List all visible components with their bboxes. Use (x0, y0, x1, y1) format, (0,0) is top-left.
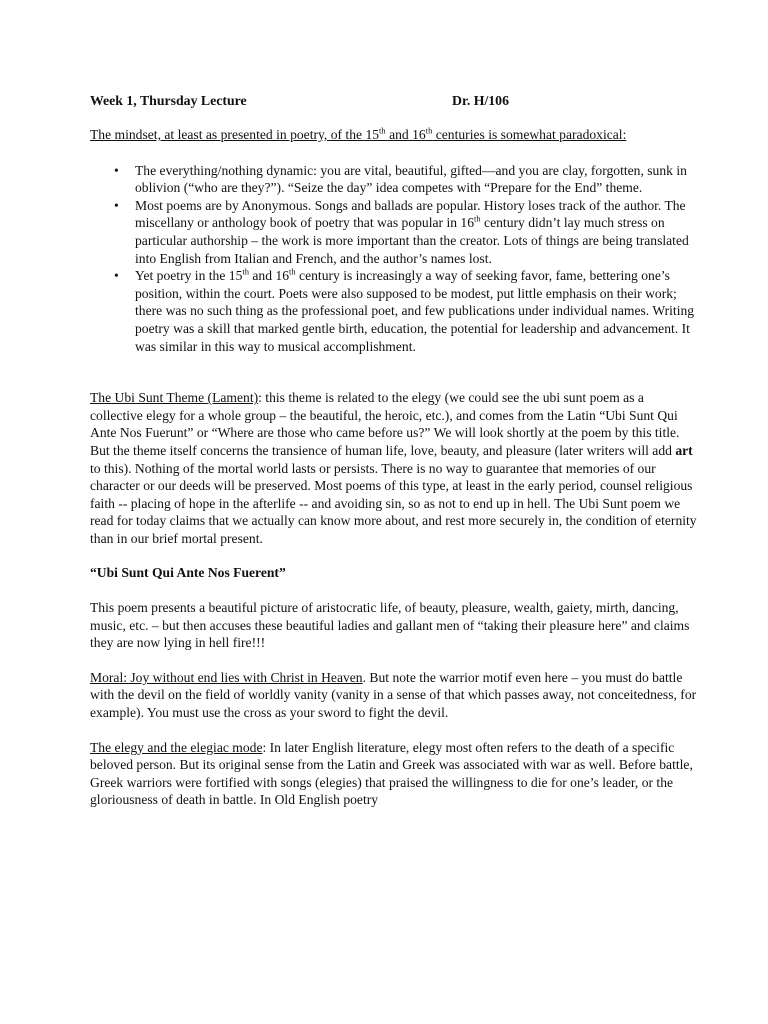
elegy-section: The elegy and the elegiac mode: In later English literature, elegy most often refers to the death of a specific beloved person. But its original sense from the Latin and Greek was associated with war as well. Before battle, Greek warriors were fortified with songs (elegies) that praised the willingness to die for one’s leader, or the gloriousness of death in battle. In Old English poetry (90, 739, 693, 808)
poem-title: “Ubi Sunt Qui Ante Nos Fuerent” (90, 565, 286, 581)
elegy-heading: The elegy and the elegiac mode (90, 739, 263, 755)
lecture-header (90, 92, 700, 110)
intro-statement: The mindset, at least as presented in poetry, of the 15th and 16th centuries is somewhat paradoxical: (90, 125, 627, 142)
instructor-label: Dr. H/106 (452, 93, 509, 108)
art-emphasis: art (675, 442, 693, 458)
lecture-title: Week 1, Thursday Lecture (90, 93, 247, 108)
poem-description: This poem presents a beautiful picture of aristocratic life, of beauty, pleasure, wealth, gaiety, mirth, dancing, music, etc. – but then accuses these beautiful ladies and gallant men of “taking their pleasure here” and claims they are now lying in hell fire!!! (90, 600, 690, 651)
bullet-item-favor: • Yet poetry in the 15th and 16th century is increasingly a way of seeking favor, fame, bettering one’s position, within the court. Poets were also supposed to be modest, put little emphasis on their work; there was no such thing as the professional poet, and few publications under individual names. Writing poetry was a skill that marked gentle birth, education, the potential for leadership and advancement. It was similar in this way to musical accomplishment. (114, 266, 695, 354)
bullet-list (90, 162, 700, 356)
bullet-icon: • (114, 268, 119, 284)
moral-heading: Moral: Joy without end lies with Christ in Heaven (90, 669, 363, 685)
bullet-item-anonymous: • Most poems are by Anonymous. Songs and ballads are popular. History loses track of the author. The miscellany or anthology book of poetry that was popular in 16th century didn’t lay much stress on particular authorship – the work is more important than the creator. Lots of things are being translated into English from Italian and French, and the author’s names lost. (114, 197, 689, 266)
bullet-item-dynamic: • The everything/nothing dynamic: you are vital, beautiful, gifted—and you are clay, forgotten, sunk in oblivion (“who are they?”). “Seize the day” idea competes with “Prepare for the End” theme. (114, 162, 687, 196)
bullet-icon: • (114, 162, 119, 178)
document-page (90, 92, 700, 809)
ubi-sunt-heading: The Ubi Sunt Theme (Lament) (90, 390, 259, 406)
bullet-icon: • (114, 197, 119, 213)
moral-section: Moral: Joy without end lies with Christ in Heaven. But note the warrior motif even here – you must do battle with the devil on the field of worldly vanity (vanity in a sense of that which passes away, not conceitedness, for example). You must use the cross as your sword to fight the devil. (90, 669, 697, 721)
ubi-sunt-section: The Ubi Sunt Theme (Lament): this theme is related to the elegy (we could see the ubi sunt poem as a collective elegy for a whole group – the beautiful, the heroic, etc.), and comes from the Latin “Ubi Sunt Qui Ante Nos Fuerunt” or “Where are those who came before us?” We will look shortly at the poem by this title. But the theme itself concerns the transience of human life, love, beauty, and pleasure (later writers will add art to this). Nothing of the mortal world lasts or persists. There is no way to guarantee that memories of our character or our deeds will be preserved. Most poems of this type, at least in the early period, counsel religious faith -- placing of hope in the afterlife -- and avoiding sin, so as not to end up in hell. The Ubi Sunt poem we read for today claims that we actually can know more about, and rest more securely in, the condition of eternity than in our brief mortal present. (90, 390, 697, 546)
